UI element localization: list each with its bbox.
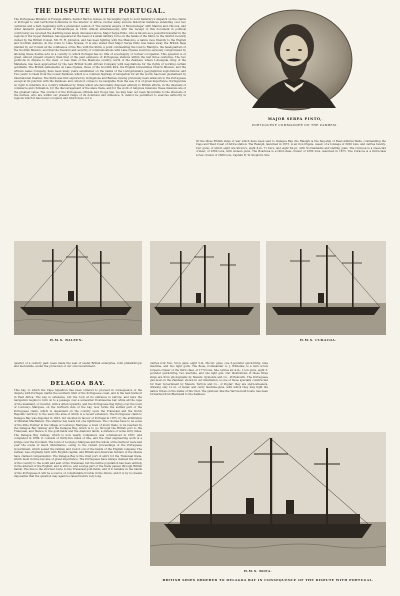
portrait-caption: MAJOR SERPA PINTO, [267,117,323,121]
bottom-caption: BRITISH SHIPS ORDERED TO DELAGOA BAY IN CONSEQUENCE OF THE DISPUTE WITH PORTUGAL. [162,578,374,582]
ship-illustration-curacoa-left [150,241,260,335]
article-body-column-left: The Portuguese Minister of Foreign Affairs, Senhor Barros Gomes, in his lengthy reply to Lord Salisbury's dispatch on the claims of Portugal to vast territorial dominions in the interior of Africa, recites many sincere historical instances extending over two centuries and a half, beginning with a pretended cession of "the natural empire of Monomotapa" with Manica and Chicova, and other fantastic pretensions of Mozambique in 1629. Almost simultaneously with the receipt of this document in political controversy we received the startling news lately discussed above. Major Serpa Pinto, who is known as a powerful traveller in the regions of the Upper Zambesi, has appeared at the head of a small military force on the banks of the Shiré, in the district recently visited by the British Consul, Mr. H. H. Johnston, and has been fighting with the Makololo, a native race friendly to the English and Scottish stations on the route to Lake Nyassa. It is also stated that Major Serpa Pinto has taken away the British flags planted by our Consul at the confluence of the Ruo with the Shiré, a point commanding the road to Blantyre, the headquarters of the Scottish Mission, and that the freedom and security of communications with Lake Nyassa would be seriously compromised by allowing these hostile acts in a country to which Portugal has no title of sovereignty or former occupation. This question is of great, almost present urgency than that of the past existence of Portuguese stations within the last three centuries. The two positions in dispute to the west, or less than of the Mashona country, north of the Zambesi, where Lobengula, King of the Matabele, has been approached by the new British South African Company with negotiations for the rights of working certain goldfields. The British settlements on Lake Nyassa, those of the Scottish Kirk, the English Universities Church Mission, and the African Lakes Company, have been many years established on the banks of the Livingstonian's geographical explorations; and Two years' to them from the Lower Zambesi, which is a common highway of navigation for all the world, has been guaranteed by international treaties. The Shiré was first explored by Livingstone and Barnes, having previously been unknown to the Portuguese except at its junction with the Zambesi; and, where it comes to be navigable from the sea, it is of great importance. Portugal has no right to interfere in a country inhabited by tribes which are favourably disposed entirely to British efforts, in the interests of commerce and civilisation, for the discouragement of the slave trade, and for the work of religious missions; these missions are of the greatest value. The conduct of the Portuguese officials and troops has, we may fear, not been favourable to the interests of the natives, who are within our present range of its dominion and influence. It cannot be permitted to exercise authority in regions which it has never occupied, and which have, for a [14,18,186,101]
section-heading: DELAGOA BAY. [50,381,106,387]
portrait-subcaption: PORTUGUESE COMMANDER ON THE ZAMBESI. [252,123,338,127]
ship-illustration-curacoa-right [266,241,386,335]
article-body-column-right: Of the three British ships of war which have been sent to Delagoa Bay, the Raleigh is the flag-ship of Rear-Admiral Wells, commanding the Cape and West Coast of Africa station. The Raleigh, launched in 1873, is an iron frigate, cased, of a tonnage of 3200 tons, and carries twenty-four guns, of which eight are 90-ton's, eight 6-in. 71-ton's, and eight 64-pr., with Nordenfeldts and Gatling guns. The Curacoa is a steel-clad cruiser, of 2380 tons, with sixteen guns. The Boadicea is a third-class cruiser of 2380 tons, launched in 1875. The Curacoa is a third-class screw cruiser of 2380 tons, Captain R. W. Stopford. She [196,140,386,157]
ship-caption-baleen: H.M.S. BALEEN. [50,338,84,342]
article-title: THE DISPUTE WITH PORTUGAL. [34,8,166,15]
ships-description: carries four 6-in. 5-ton guns, eight 5-in. 38-cwt. guns, one 3-pounder quick-firing, nine machine, and two light guns. The Boea, Commander A. J. Whitelaw, is a twin screw torpedo-cruiser of the third class, of 1770 tons. She carries six 4-in., 1-ton guns, eight 3-pounder quick-firing, two machine, and one light gun. Our illustrations of these three ships are from photographs by Messrs. Symonds and Co., Portsmouth. The Portuguese gun-boat on the Zambesi, shown in our illustration, is one of those specially constructed for their Government by Messrs. Yarrow and Co., of Poplar: they are stern-wheelers, drawing only 12 in. of water, and carry machine-guns, with which they may fight the native tribes on the banks of the river. The gunboat, like the Yarrow-built boats, has been forwarded from Blackwall to the Zambesi. [150,362,268,397]
ship-caption-curacoa: H.M.S. CURACOA. [300,338,337,342]
portrait-engraving [230,8,358,112]
ship-caption-boea: H.M.S. BOEA. [244,569,273,573]
article-body-continued: quarter of a century past, been made the seat of useful British enterprise, both philanthropic and mercantile, under the protection of our own Government. [14,362,142,369]
section-body: This bay, to which the Cape Squadron has been ordered to proceed in consequence of the dispute with Portugal, marks the southern limit of the Portuguese coast, and is the best harbour in East Africa. The bay is extensive, but the rock at its entrance is narrow, and here the navigation begins to turn on to a passage over a somewhat troublesome bar, while all the cape of the mainland, or mouths, with a silted upwards, and the Portuguese flag flying over the town of Lourenço Marques, on the northern side of the bay, now forms the settled part of the Portuguese claim, which is dependent on the country upon the Transvaal and the Dutch Republic territory to the west, the area of which is a recent extension. The Portuguese claim to Delagoa Bay was disputed in 1823, but decided in favour of Portugal in 1875, by the arbitration of Marshal MacMahon. The shallow bay leads but one lighthouse. The colonies have to be some of the little frontier in the village of Lourenço Marques, a town of much trade, to be reached by the Delagoa Bay railway and the Delagoa Bay, which is to go through the British port to the Transvaal, and thence to the gold-fields and the diamond lands, a distance of some sixty miles. The Delagoa Bay railway, which is now nearly completed, was commenced in 1887, and completed in 1889. It consists of thirty-five miles of line, and the chief engineering work is a bridge over the Incomati. The town of Lourenço Marques and the whole of the harbour were last year the scene of much disturbance, owing to the violent proceedings of the Portuguese Government, which seized the railway and took it out of the hands of the English company. The railway was originally built with English capital, and British and American holders of the shares have claimed compensation. The Delagoa Bay is the chief port of entry for the Transvaal trade, which must in time become of great importance. The Portuguese have always claimed the whole of the country to the south and east of the Transvaal, but the native population has been entirely in the interest of the English, and is still so, and a large part of the trade passes through British hands. The line is the shortest route to the Transvaal gold-fields, and if it remains in the hands of the Portuguese it will be a source of considerable trouble in the future, and it is by no means impossible that the question may again be raised before very long. [14,389,142,479]
ship-illustration-boea [150,432,386,566]
ship-illustration-baleen [14,241,142,335]
